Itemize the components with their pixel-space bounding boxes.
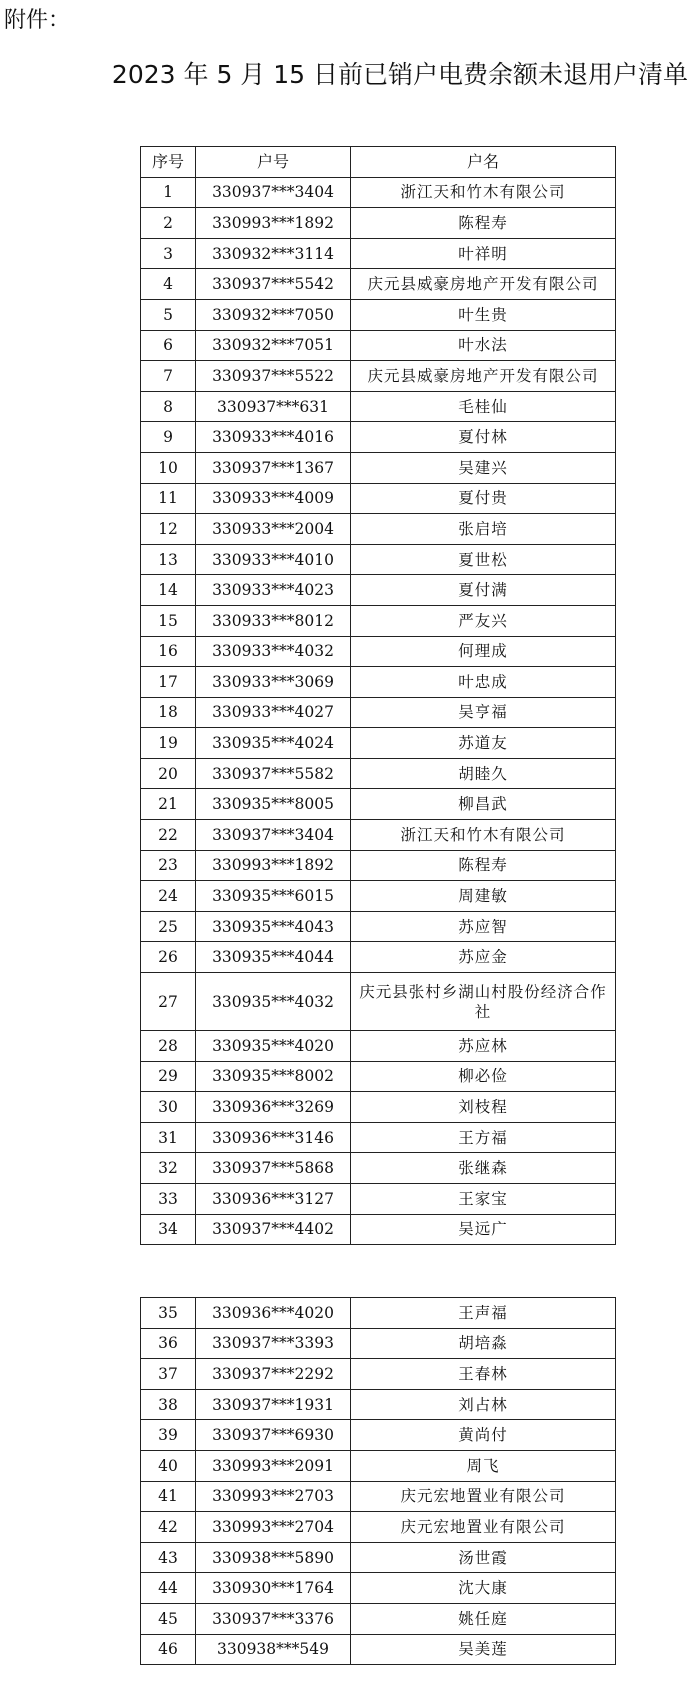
cell-name: 苏应林 <box>351 1031 616 1062</box>
cell-seq: 10 <box>141 452 196 483</box>
table-row <box>141 850 616 881</box>
cell-name: 刘枝程 <box>351 1092 616 1123</box>
cell-account: 330935***4032 <box>196 973 351 1031</box>
cell-account: 330936***4020 <box>196 1298 351 1329</box>
cell-name: 胡睦久 <box>351 758 616 789</box>
cell-account: 330938***549 <box>196 1634 351 1665</box>
cell-account: 330993***2091 <box>196 1450 351 1481</box>
cell-account: 330993***2704 <box>196 1512 351 1543</box>
cell-seq: 36 <box>141 1328 196 1359</box>
cell-name: 苏道友 <box>351 728 616 759</box>
cell-seq: 9 <box>141 422 196 453</box>
table-row <box>141 452 616 483</box>
table-row <box>141 208 616 239</box>
account-table-part-1 <box>140 146 616 1245</box>
cell-seq: 37 <box>141 1359 196 1390</box>
cell-name: 庆元县威豪房地产开发有限公司 <box>351 269 616 300</box>
table-row <box>141 1298 616 1329</box>
cell-account: 330930***1764 <box>196 1573 351 1604</box>
cell-seq: 30 <box>141 1092 196 1123</box>
cell-account: 330937***5542 <box>196 269 351 300</box>
table-row <box>141 1214 616 1245</box>
cell-seq: 3 <box>141 238 196 269</box>
table-row <box>141 820 616 851</box>
cell-seq: 17 <box>141 667 196 698</box>
header-seq: 序号 <box>141 147 196 178</box>
cell-account: 330935***8002 <box>196 1061 351 1092</box>
cell-seq: 15 <box>141 605 196 636</box>
cell-account: 330933***4023 <box>196 575 351 606</box>
cell-account: 330937***4402 <box>196 1214 351 1245</box>
cell-seq: 41 <box>141 1481 196 1512</box>
table-row <box>141 1328 616 1359</box>
cell-seq: 19 <box>141 728 196 759</box>
cell-name: 胡培淼 <box>351 1328 616 1359</box>
cell-name: 浙江天和竹木有限公司 <box>351 820 616 851</box>
cell-seq: 20 <box>141 758 196 789</box>
cell-name: 张启培 <box>351 514 616 545</box>
cell-seq: 27 <box>141 973 196 1031</box>
table-row <box>141 605 616 636</box>
cell-seq: 16 <box>141 636 196 667</box>
cell-account: 330993***2703 <box>196 1481 351 1512</box>
cell-name: 庆元县威豪房地产开发有限公司 <box>351 361 616 392</box>
cell-account: 330932***7050 <box>196 299 351 330</box>
cell-account: 330936***3269 <box>196 1092 351 1123</box>
table-row <box>141 1512 616 1543</box>
table-row <box>141 1092 616 1123</box>
cell-seq: 8 <box>141 391 196 422</box>
cell-seq: 25 <box>141 911 196 942</box>
table-row <box>141 1634 616 1665</box>
cell-name: 庆元宏地置业有限公司 <box>351 1481 616 1512</box>
document-title: 2023 年 5 月 15 日前已销户电费余额未退用户清单 <box>111 60 688 89</box>
table-row <box>141 728 616 759</box>
cell-account: 330937***3376 <box>196 1603 351 1634</box>
cell-name: 夏付满 <box>351 575 616 606</box>
table-row <box>141 1359 616 1390</box>
cell-name: 严友兴 <box>351 605 616 636</box>
cell-name: 刘占林 <box>351 1389 616 1420</box>
cell-account: 330937***5522 <box>196 361 351 392</box>
cell-name: 叶祥明 <box>351 238 616 269</box>
cell-account: 330932***7051 <box>196 330 351 361</box>
cell-account: 330935***4024 <box>196 728 351 759</box>
table-row <box>141 422 616 453</box>
cell-account: 330932***3114 <box>196 238 351 269</box>
cell-name: 夏付林 <box>351 422 616 453</box>
cell-name: 苏应智 <box>351 911 616 942</box>
cell-account: 330933***4016 <box>196 422 351 453</box>
cell-account: 330933***4009 <box>196 483 351 514</box>
table-row <box>141 514 616 545</box>
table-row <box>141 238 616 269</box>
table-row <box>141 269 616 300</box>
cell-account: 330938***5890 <box>196 1542 351 1573</box>
cell-account: 330935***6015 <box>196 881 351 912</box>
cell-seq: 43 <box>141 1542 196 1573</box>
cell-name: 陈程寿 <box>351 208 616 239</box>
table-row <box>141 177 616 208</box>
cell-seq: 5 <box>141 299 196 330</box>
cell-seq: 24 <box>141 881 196 912</box>
table-row <box>141 1184 616 1215</box>
cell-seq: 26 <box>141 942 196 973</box>
cell-name: 吴亨福 <box>351 697 616 728</box>
table-row <box>141 667 616 698</box>
cell-name: 吴建兴 <box>351 452 616 483</box>
cell-name: 王家宝 <box>351 1184 616 1215</box>
cell-seq: 29 <box>141 1061 196 1092</box>
cell-account: 330935***4043 <box>196 911 351 942</box>
table-row <box>141 881 616 912</box>
table-row <box>141 1542 616 1573</box>
header-account: 户号 <box>196 147 351 178</box>
cell-account: 330936***3127 <box>196 1184 351 1215</box>
cell-account: 330933***4010 <box>196 544 351 575</box>
cell-seq: 33 <box>141 1184 196 1215</box>
cell-name: 毛桂仙 <box>351 391 616 422</box>
cell-name: 王声福 <box>351 1298 616 1329</box>
cell-name: 庆元宏地置业有限公司 <box>351 1512 616 1543</box>
table-row <box>141 391 616 422</box>
table-row <box>141 973 616 1031</box>
cell-seq: 2 <box>141 208 196 239</box>
cell-name: 夏付贵 <box>351 483 616 514</box>
cell-seq: 14 <box>141 575 196 606</box>
cell-account: 330937***5582 <box>196 758 351 789</box>
cell-account: 330993***1892 <box>196 208 351 239</box>
account-table-part-2 <box>140 1297 616 1665</box>
cell-seq: 13 <box>141 544 196 575</box>
cell-account: 330935***4020 <box>196 1031 351 1062</box>
header-name: 户名 <box>351 147 616 178</box>
cell-account: 330937***6930 <box>196 1420 351 1451</box>
table-row <box>141 911 616 942</box>
cell-name: 陈程寿 <box>351 850 616 881</box>
cell-seq: 11 <box>141 483 196 514</box>
table-row <box>141 544 616 575</box>
table-row <box>141 697 616 728</box>
table-row <box>141 1122 616 1153</box>
cell-seq: 38 <box>141 1389 196 1420</box>
table-row <box>141 483 616 514</box>
cell-name: 柳必俭 <box>351 1061 616 1092</box>
cell-seq: 45 <box>141 1603 196 1634</box>
table-row <box>141 1481 616 1512</box>
table-row <box>141 636 616 667</box>
table-row <box>141 1031 616 1062</box>
cell-account: 330937***631 <box>196 391 351 422</box>
cell-name: 叶水法 <box>351 330 616 361</box>
cell-account: 330937***1367 <box>196 452 351 483</box>
cell-seq: 42 <box>141 1512 196 1543</box>
cell-account: 330933***2004 <box>196 514 351 545</box>
cell-name: 夏世松 <box>351 544 616 575</box>
cell-name: 周建敏 <box>351 881 616 912</box>
cell-name: 张继森 <box>351 1153 616 1184</box>
cell-account: 330937***5868 <box>196 1153 351 1184</box>
cell-account: 330993***1892 <box>196 850 351 881</box>
table-header-row <box>141 147 616 178</box>
cell-name: 姚任庭 <box>351 1603 616 1634</box>
table-row <box>141 1389 616 1420</box>
cell-account: 330937***2292 <box>196 1359 351 1390</box>
cell-account: 330935***4044 <box>196 942 351 973</box>
cell-name: 叶生贵 <box>351 299 616 330</box>
cell-seq: 18 <box>141 697 196 728</box>
cell-seq: 22 <box>141 820 196 851</box>
table-row <box>141 1573 616 1604</box>
cell-account: 330933***4027 <box>196 697 351 728</box>
cell-seq: 21 <box>141 789 196 820</box>
cell-account: 330937***3404 <box>196 820 351 851</box>
cell-seq: 6 <box>141 330 196 361</box>
cell-name: 苏应金 <box>351 942 616 973</box>
cell-name: 王春林 <box>351 1359 616 1390</box>
cell-name: 周飞 <box>351 1450 616 1481</box>
cell-account: 330935***8005 <box>196 789 351 820</box>
cell-seq: 40 <box>141 1450 196 1481</box>
table-row <box>141 942 616 973</box>
table-row <box>141 1153 616 1184</box>
cell-name: 庆元县张村乡湖山村股份经济合作社 <box>351 973 616 1031</box>
cell-seq: 44 <box>141 1573 196 1604</box>
cell-account: 330937***3404 <box>196 177 351 208</box>
table-row <box>141 1603 616 1634</box>
cell-account: 330933***4032 <box>196 636 351 667</box>
cell-seq: 31 <box>141 1122 196 1153</box>
table-row <box>141 1420 616 1451</box>
cell-account: 330933***3069 <box>196 667 351 698</box>
table-row <box>141 330 616 361</box>
cell-seq: 39 <box>141 1420 196 1451</box>
cell-seq: 34 <box>141 1214 196 1245</box>
cell-name: 汤世霞 <box>351 1542 616 1573</box>
cell-seq: 7 <box>141 361 196 392</box>
table-row <box>141 1450 616 1481</box>
table-row <box>141 575 616 606</box>
cell-seq: 23 <box>141 850 196 881</box>
cell-seq: 28 <box>141 1031 196 1062</box>
cell-name: 浙江天和竹木有限公司 <box>351 177 616 208</box>
cell-name: 吴美莲 <box>351 1634 616 1665</box>
cell-seq: 4 <box>141 269 196 300</box>
cell-name: 王方福 <box>351 1122 616 1153</box>
table-row <box>141 299 616 330</box>
cell-seq: 35 <box>141 1298 196 1329</box>
cell-account: 330937***1931 <box>196 1389 351 1420</box>
table-row <box>141 758 616 789</box>
cell-name: 何理成 <box>351 636 616 667</box>
cell-name: 黄尚付 <box>351 1420 616 1451</box>
cell-account: 330937***3393 <box>196 1328 351 1359</box>
cell-name: 吴远广 <box>351 1214 616 1245</box>
cell-name: 柳昌武 <box>351 789 616 820</box>
table-row <box>141 361 616 392</box>
cell-seq: 32 <box>141 1153 196 1184</box>
cell-seq: 12 <box>141 514 196 545</box>
cell-seq: 46 <box>141 1634 196 1665</box>
cell-account: 330933***8012 <box>196 605 351 636</box>
cell-name: 沈大康 <box>351 1573 616 1604</box>
attachment-label: 附件： <box>4 8 71 33</box>
cell-seq: 1 <box>141 177 196 208</box>
table-row <box>141 1061 616 1092</box>
table-row <box>141 789 616 820</box>
cell-account: 330936***3146 <box>196 1122 351 1153</box>
cell-name: 叶忠成 <box>351 667 616 698</box>
